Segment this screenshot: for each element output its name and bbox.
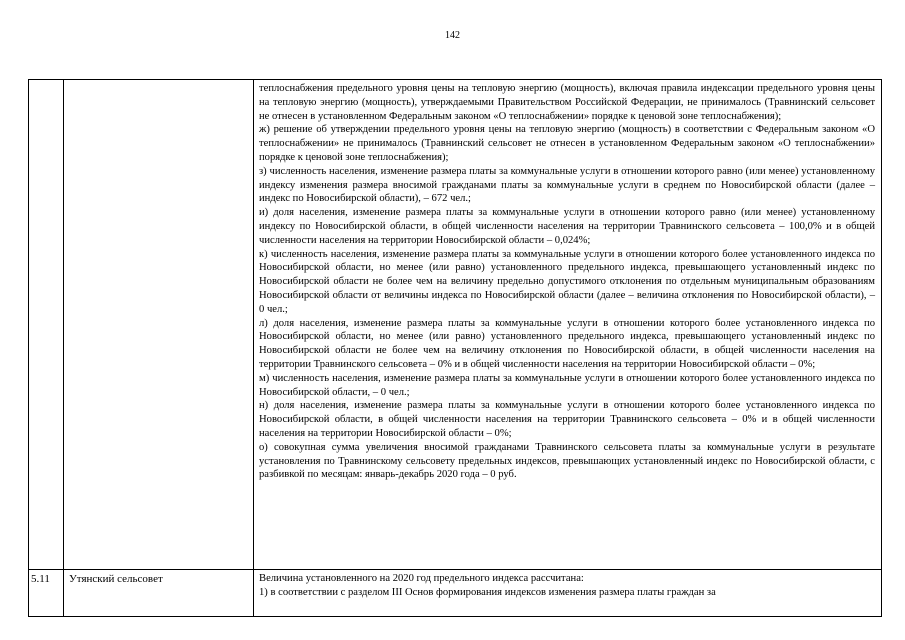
- paragraph-k: к) численность населения, изменение размера платы за коммунальные услуги в отношении которого более установленного индекса по Новосибирской области, но менее (или равно) установленного предельного индекса, превышающего установленный индекс по Новосибирской области не более чем на величину предельно допустимого отклонения по отдельным муниципальным образованиям Новосибирской области от величины индекса по Новосибирской области (далее – величина отклонения по Новосибирской области), – 0 чел.;: [259, 248, 875, 315]
- paragraph-continuation: теплоснабжения предельного уровня цены на тепловую энергию (мощность), включая правила индексации предельного уровня цены на тепловую энергию (мощность), утверждаемыми Правительством Российской Федерации, не принималось (Травнинский сельсовет не отнесен в установленном Федеральным законом «О теплоснабжении» порядке к ценовой зоне теплоснабжения);: [259, 83, 875, 122]
- row-text-cell: [254, 570, 882, 617]
- paragraph-1: 1) в соответствии с разделом III Основ формирования индексов изменения размера платы граждан за: [259, 586, 716, 598]
- row-name-cell: Утянский сельсовет: [64, 570, 254, 617]
- row-name-cell: [64, 80, 254, 570]
- row-number-cell: 5.11: [29, 570, 64, 617]
- paragraph-o: о) совокупная сумма увеличения вносимой гражданами Травнинского сельсовета платы за коммунальные услуги в результате установления по Травнинскому сельсовету предельных индексов, превышающих установленный индекс по Новосибирской области, с разбивкой по месяцам: январь-декабрь 2020 года – 0 руб.: [259, 441, 875, 481]
- paragraph-l: л) доля населения, изменение размера платы за коммунальные услуги в отношении которого более установленного индекса по Новосибирской области, но менее (или равно) установленного предельного индекса, превышающего установленный индекс по Новосибирской области не более чем на величину отклонения по Новосибирской области, в общей численности населения на территории Травнинского сельсовета – 0% и в общей численности населения на территории Новосибирской области – 0%;: [259, 317, 875, 370]
- table-row: [29, 80, 882, 570]
- document-table: [28, 79, 882, 617]
- paragraph-intro: Величина установленного на 2020 год предельного индекса рассчитана:: [259, 573, 584, 584]
- row-text-cell: [254, 80, 882, 570]
- paragraph-z: з) численность населения, изменение размера платы за коммунальные услуги в отношении которого равно (или менее) установленному индексу изменения размера вносимой гражданами платы за коммунальные услуги в среднем по Новосибирской области (далее – индекс по Новосибирской области), – 672 чел.;: [259, 165, 875, 205]
- paragraph-m: м) численность населения, изменение размера платы за коммунальные услуги в отношении которого более установленного индекса по Новосибирской области, – 0 чел.;: [259, 372, 875, 398]
- row-number-cell: [29, 80, 64, 570]
- table-row: [29, 570, 882, 617]
- paragraph-n: н) доля населения, изменение размера платы за коммунальные услуги в отношении которого более установленного индекса по Новосибирской области, в общей численности населения на территории Травнинского сельсовета – 0% и в общей численности населения на территории Новосибирской области – 0%;: [259, 400, 875, 439]
- page-number: 142: [445, 30, 460, 41]
- paragraph-i: и) доля населения, изменение размера платы за коммунальные услуги в отношении которого равно (или менее) установленному индексу по Новосибирской области, в общей численности населения на территории Травнинского сельсовета – 100,0% и в общей численности населения на территории Новосибирской области – 0,024%;: [259, 207, 875, 246]
- paragraph-zh: ж) решение об утверждении предельного уровня цены на тепловую энергию (мощность) в соответствии с Федеральным законом «О теплоснабжении» не принималось (Травнинский сельсовет не отнесен в установленном Федеральным законом «О теплоснабжении» порядке к ценовой зоне теплоснабжения);: [259, 124, 875, 163]
